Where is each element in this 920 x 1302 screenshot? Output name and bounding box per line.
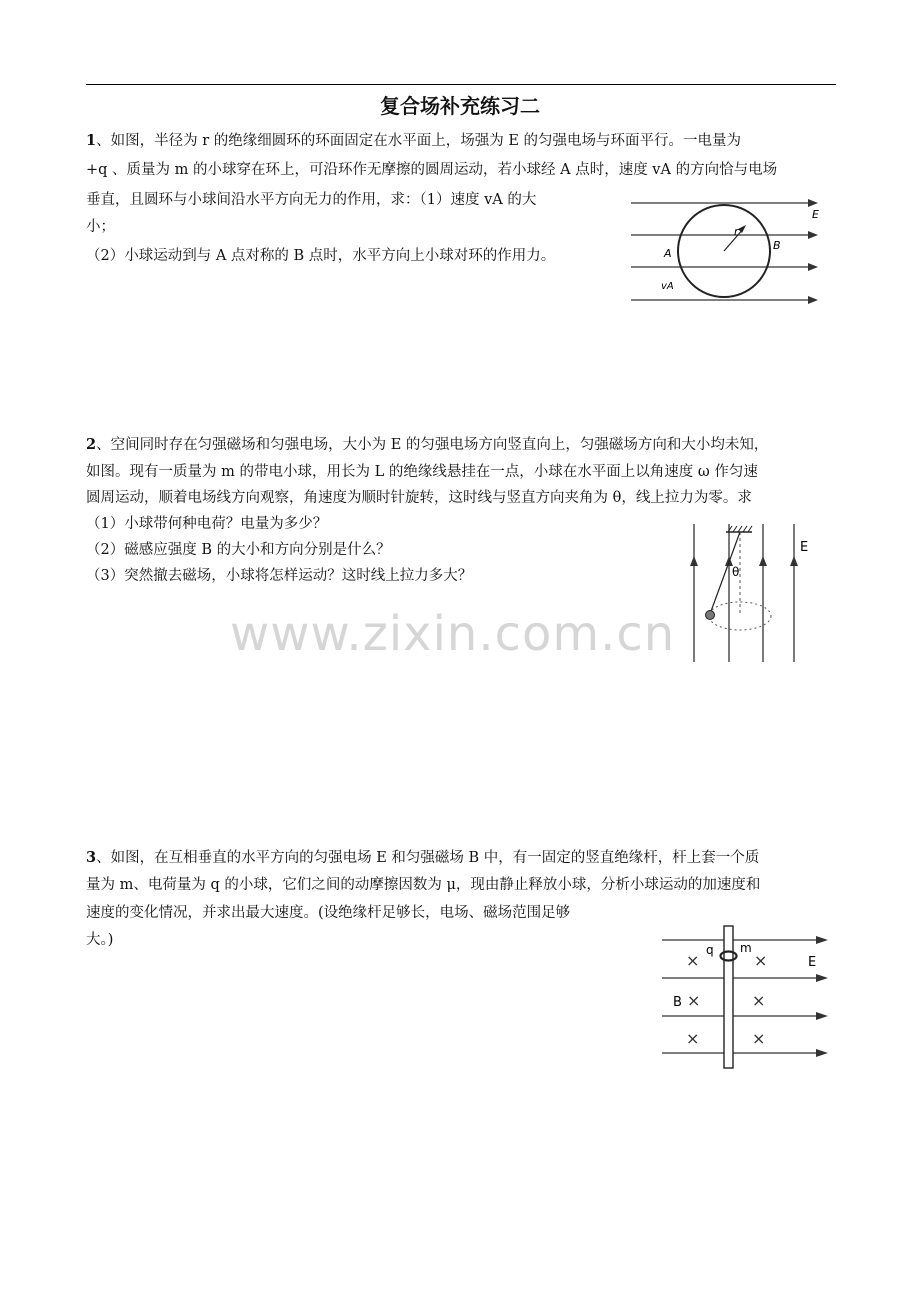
radius-label: r	[734, 225, 739, 238]
field-E-label: E	[800, 540, 809, 555]
field-B-label: B	[673, 995, 682, 1010]
q2-sub-2: （2）磁感应强度 B 的大小和方向分别是什么？	[86, 542, 391, 558]
header-rule	[86, 84, 836, 85]
q2-number: 2	[86, 436, 97, 453]
charge-q-label: q	[706, 943, 714, 957]
q3-line-4: 大。)	[86, 932, 114, 948]
field-E-label: E	[812, 208, 819, 221]
q2-line-1: 2、空间同时存在匀强磁场和匀强电场，大小为 E 的匀强电场方向竖直向上，匀强磁场方向和大小均未知，	[86, 436, 769, 453]
q2-sub-3: （3）突然撤去磁场，小球将怎样运动？这时线上拉力多大？	[86, 568, 473, 584]
q1-line-3: 垂直，且圆环与小球间沿水平方向无力的作用，求：（1）速度 vA 的大	[86, 192, 537, 208]
q1-ring-figure	[626, 195, 826, 310]
q1-number: 1	[86, 132, 97, 149]
q3-rod-figure	[656, 922, 836, 1072]
q2-line-3: 圆周运动，顺着电场线方向观察，角速度为顺时针旋转，这时线与竖直方向夹角为 θ，线上拉力为零。求	[86, 490, 752, 506]
page-title: 复合场补充练习二	[380, 94, 540, 118]
theta-label: θ	[732, 565, 740, 579]
cross-mark: ×	[752, 991, 766, 1010]
point-A-label: A	[664, 247, 672, 260]
q3-line-1: 3、如图，在互相垂直的水平方向的匀强电场 E 和匀强磁场 B 中，有一固定的竖直绝缘杆，杆上套一个质	[86, 849, 760, 866]
q1-line-4: 小；	[86, 219, 115, 235]
watermark: www.zixin.com.cn	[230, 606, 676, 662]
q1-line-1: 1、如图，半径为 r 的绝缘细圆环的环面固定在水平面上，场强为 E 的匀强电场与环面平行。一电量为	[86, 132, 742, 149]
q1-line-2: +q 、质量为 m 的小球穿在环上，可沿环作无摩擦的圆周运动，若小球经 A 点时，速度 vA 的方向恰与电场	[86, 162, 778, 178]
q3-line-3: 速度的变化情况，并求出最大速度。(设绝缘杆足够长，电场、磁场范围足够	[86, 905, 571, 921]
mass-m-label: m	[740, 941, 752, 955]
q3-number: 3	[86, 849, 97, 866]
cross-mark: ×	[686, 951, 700, 970]
cross-mark: ×	[754, 951, 768, 970]
q1-line-5: （2）小球运动到与 A 点对称的 B 点时，水平方向上小球对环的作用力。	[86, 248, 556, 264]
point-B-label: B	[773, 239, 781, 252]
cross-mark: ×	[687, 991, 701, 1010]
cross-mark: ×	[752, 1029, 766, 1048]
q3-line-2: 量为 m、电荷量为 q 的小球，它们之间的动摩擦因数为 μ，现由静止释放小球，分析小球运动的加速度和	[86, 877, 761, 893]
velocity-vA-label: vA	[661, 281, 674, 292]
q2-line-2: 如图。现有一质量为 m 的带电小球，用长为 L 的绝缘线悬挂在一点，小球在水平面上以角速度 ω 作匀速	[86, 464, 758, 480]
field-E-label: E	[808, 955, 817, 970]
cross-mark: ×	[686, 1029, 700, 1048]
q2-sub-1: （1）小球带何种电荷？电量为多少？	[86, 516, 328, 532]
q2-pendulum-figure	[680, 518, 820, 668]
